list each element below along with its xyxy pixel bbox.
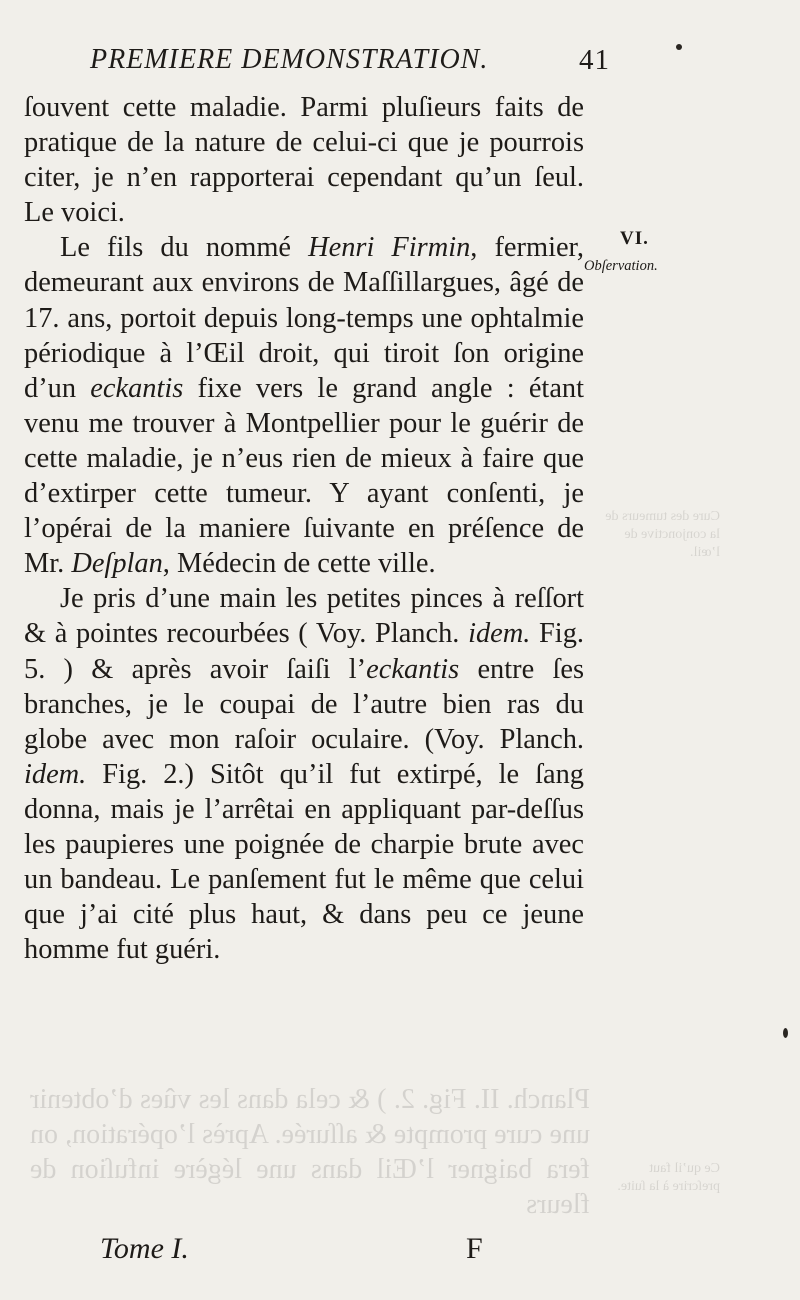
- ink-speck: [783, 1028, 788, 1038]
- bleed-through-margin-note-lower: Ce qu’il faut preſcrire à la ſuite.: [617, 1161, 720, 1194]
- text-segment: ſouvent cette maladie. Parmi pluſieurs faits de pratique de la nature de celui-ci que je pourrois citer, je n’en rapporterai cependant qu’un ſeul. Le voici.: [24, 92, 584, 229]
- paragraph: [24, 581, 584, 967]
- text-segment: , fermier, demeurant aux environs de Maſſillargues, âgé de 17. ans, portoit depuis long-temps une ophtalmie périodique à l’Œil droit, qui tiroit ſon origine d’un: [24, 232, 584, 404]
- text-segment: , Médecin de cette ville.: [162, 548, 436, 580]
- text-segment: Je pris d’une main les petites pinces à reſſort & à pointes recourbées ( Voy. Planch.: [24, 583, 584, 650]
- bleed-through-margin-note: Cure des tumeurs de la conjonctive de l’œil.: [605, 509, 720, 560]
- italic-text: idem.: [24, 758, 87, 790]
- text-segment: Fig. 5. ) & après avoir ſaiſi l’: [24, 618, 584, 685]
- text-segment: fixe vers le grand angle : étant venu me trouver à Montpellier pour le guérir de cette maladie, je n’eus rien de mieux à faire que d’extirper cette tumeur. Y ayant conſenti, je l’opérai de la maniere ſuivante en préſence de Mr.: [24, 372, 585, 580]
- paragraph: [24, 230, 584, 581]
- italic-text: eckantis: [366, 653, 460, 685]
- signature-mark: Tome I.: [100, 1232, 189, 1265]
- bleed-through-text: Planch. II. Fig. 2. ) & cela dans les vûes d’obtenir une cure prompte & aſſurée. Après l’opération, on fera baigner l’Œil dans une légère infuſion de fleurs: [30, 1084, 590, 1220]
- italic-text: idem.: [468, 618, 531, 650]
- italic-text: Henri Firmin: [308, 232, 471, 264]
- italic-text: Deſplan: [71, 548, 163, 580]
- text-segment: Le fils du nommé: [60, 232, 309, 264]
- paragraph: [24, 90, 584, 230]
- body-text: [24, 90, 584, 967]
- ink-speck: [676, 44, 682, 50]
- italic-text: eckantis: [90, 372, 184, 404]
- observation-label: Obſervation.: [584, 258, 658, 274]
- running-head: [90, 44, 610, 84]
- text-segment: entre ſes branches, je le coupai de l’autre bien ras du globe avec mon raſoir oculaire. (Voy. Planch.: [24, 653, 584, 755]
- text-segment: Fig. 2.) Sitôt qu’il fut extirpé, le ſang donna, mais je l’arrêtai en appliquant par-deſſus les paupieres une poignée de charpie brute avec un bandeau. Le panſement fut le même que celui que j’ai cité plus haut, & dans peu ce jeune homme fut guéri.: [24, 758, 584, 966]
- gathering-letter: F: [466, 1232, 483, 1265]
- running-head-title: PREMIERE DEMONSTRATION.: [90, 44, 489, 75]
- observation-number: VI.: [620, 228, 649, 249]
- page-number: 41: [579, 44, 610, 76]
